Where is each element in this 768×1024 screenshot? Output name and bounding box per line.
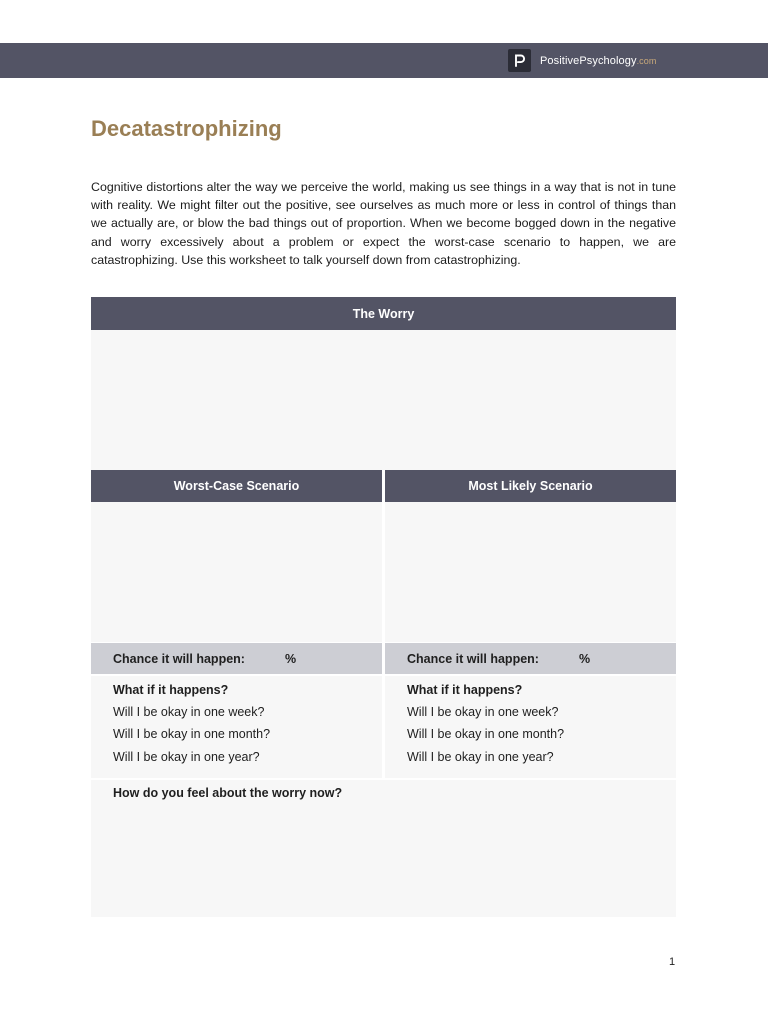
- positive-psychology-logo-icon: [508, 49, 531, 72]
- worst-case-chance-row[interactable]: [91, 643, 382, 674]
- question-week: Will I be okay in one week?: [113, 705, 265, 719]
- most-likely-response-box[interactable]: [385, 502, 676, 642]
- what-if-label: What if it happens?: [407, 683, 523, 697]
- question-month: Will I be okay in one month?: [407, 727, 565, 741]
- question-month: Will I be okay in one month?: [113, 727, 271, 741]
- feel-now-response-box[interactable]: [91, 780, 676, 917]
- brand[interactable]: [508, 49, 656, 72]
- worry-response-box[interactable]: [91, 330, 676, 470]
- question-week: Will I be okay in one week?: [407, 705, 559, 719]
- percent-sign: %: [285, 652, 297, 666]
- most-likely-header: Most Likely Scenario: [385, 470, 676, 502]
- worst-case-what-if-box[interactable]: [91, 676, 382, 778]
- worst-case-response-box[interactable]: [91, 502, 382, 642]
- percent-sign: %: [579, 652, 591, 666]
- most-likely-chance-row[interactable]: [385, 643, 676, 674]
- what-if-label: What if it happens?: [113, 683, 229, 697]
- brand-name: PositivePsychology.com: [540, 54, 657, 67]
- chance-label: Chance it will happen:: [407, 652, 539, 666]
- worry-header: The Worry: [91, 297, 676, 330]
- most-likely-what-if-box[interactable]: [385, 676, 676, 778]
- worst-case-header: Worst-Case Scenario: [91, 470, 382, 502]
- chance-label: Chance it will happen:: [113, 652, 245, 666]
- page-number: 1: [669, 956, 676, 968]
- feel-now-label: How do you feel about the worry now?: [113, 786, 343, 800]
- page-title: Decatastrophizing: [91, 116, 282, 141]
- brand-domain: .com: [636, 55, 657, 66]
- top-banner: [0, 43, 768, 78]
- intro-paragraph: Cognitive distortions alter the way we perceive the world, making us see things in a way that is not in tune with reality. We might filter out the positive, see ourselves as much more or less in control of things than we actually are, or blow the bad things out of proportion. When we become bogged down in the negative and worry excessively about a problem or expect the worst-case scenario to happen, we are catastrophizing. Use this worksheet to talk yourself down from catastrophizing.: [91, 180, 676, 267]
- question-year: Will I be okay in one year?: [113, 750, 260, 764]
- question-year: Will I be okay in one year?: [407, 750, 554, 764]
